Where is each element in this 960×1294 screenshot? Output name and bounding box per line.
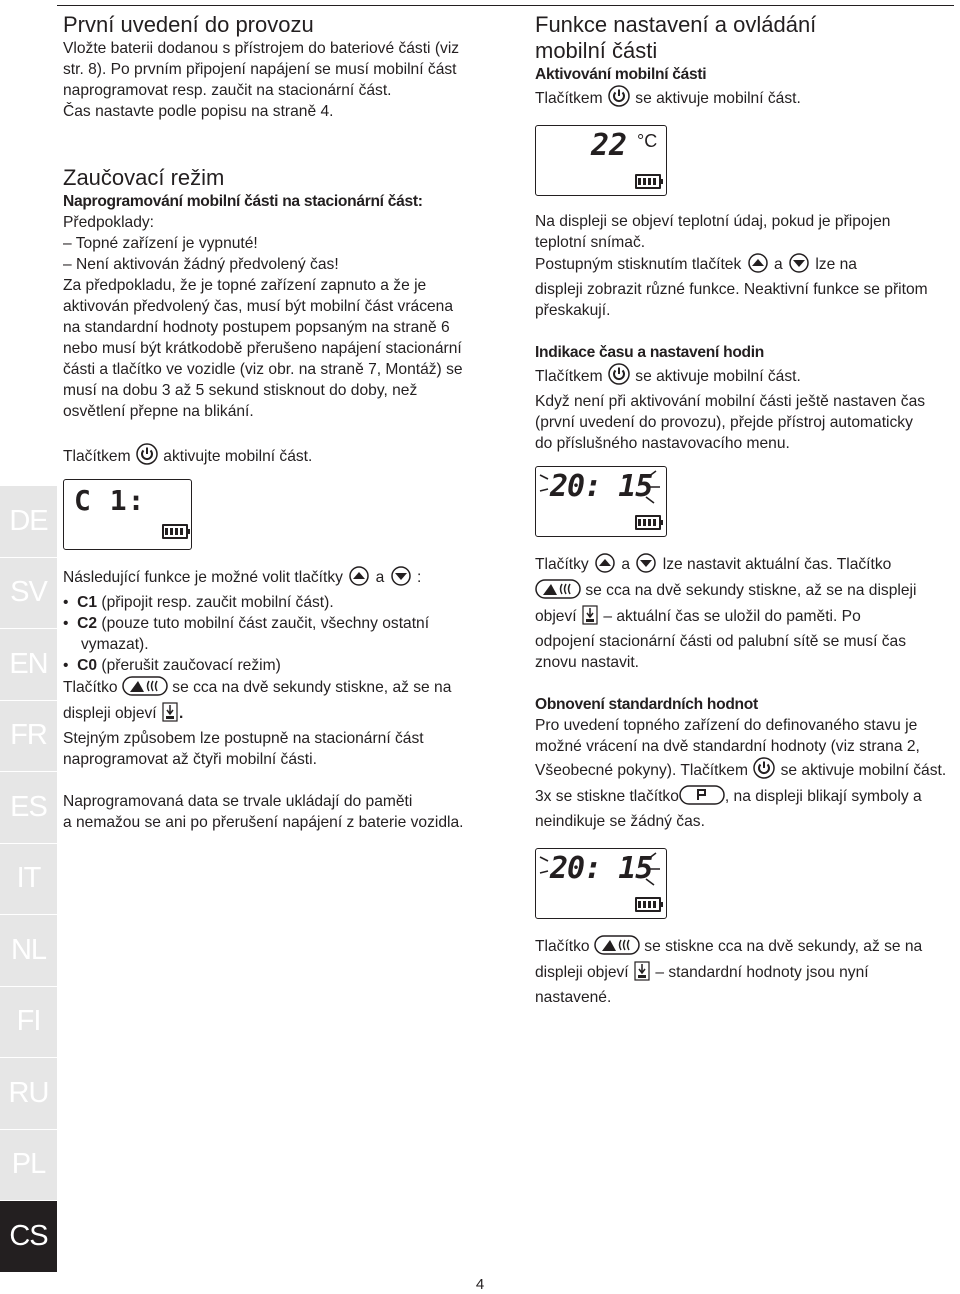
set-time-line: [535, 553, 960, 579]
text-line: neindikuje se žádný čas.: [535, 813, 705, 830]
text-span: Postupným stisknutím tlačítek: [535, 256, 742, 273]
text-line: vymazat).: [81, 636, 149, 653]
bullet-c1: • C1 (připojit resp. zaučit mobilní část).: [63, 594, 334, 611]
left-column: [63, 12, 503, 833]
up-arrow-button-icon: [746, 253, 770, 279]
text-span: lze nastavit aktuální čas. Tlačítko: [662, 556, 892, 573]
buttons-line: [535, 253, 960, 279]
text-line: – Topné zařízení je vypnuté!: [63, 235, 258, 252]
appears-line: [535, 605, 960, 631]
general-notes-line: [535, 757, 960, 785]
page-number: 4: [475, 1276, 485, 1293]
text-span: objeví: [535, 608, 577, 625]
text-line: nastavené.: [535, 989, 612, 1006]
up-arrow-button-icon: [593, 553, 617, 579]
memory-symbol-icon: [633, 961, 651, 987]
power-button-icon: [135, 443, 159, 471]
title-line: mobilní části: [535, 38, 658, 63]
bullet-c0: • C0 (přerušit zaučovací režim): [63, 657, 281, 674]
down-arrow-button-icon: [389, 566, 413, 592]
fan-heat-button-icon: [594, 935, 640, 961]
language-tab-fr[interactable]: FR: [0, 701, 57, 773]
lcd-temperature: 22: [591, 128, 628, 163]
text-line: části a tlačítko ve vozidle (viz obr. na straně 7, Montáž) se: [63, 361, 463, 378]
section-title-functions: [535, 12, 960, 64]
language-tab-nl[interactable]: NL: [0, 915, 57, 987]
fan-heat-button-icon: [122, 676, 168, 702]
memory-symbol-icon: [581, 605, 599, 631]
lcd-display-time: [535, 466, 667, 537]
battery-icon: [635, 897, 661, 912]
text-line: naprogramovat až čtyři mobilní části.: [63, 751, 317, 768]
section-title-first-start: První uvedení do provozu: [63, 12, 314, 37]
functions-line: [63, 566, 503, 592]
first-start-text: [63, 38, 503, 122]
fan-heat-button-icon: [535, 579, 581, 605]
text-span: displeji objeví: [535, 964, 629, 981]
text-line: – Není aktivován žádný předvolený čas!: [63, 256, 339, 273]
text-span: Tlačítko: [63, 679, 118, 696]
text-span: Tlačítky: [535, 556, 589, 573]
language-tab-fi[interactable]: FI: [0, 987, 57, 1059]
activate-line: [63, 443, 503, 471]
memory-symbol-icon: [161, 702, 179, 728]
text-span: se aktivuje mobilní část.: [780, 762, 947, 779]
text-span: , na displeji blikají symboly a: [724, 788, 922, 805]
text-line: do příslušného nastavovacího menu.: [535, 435, 790, 452]
lcd-unit: °C: [637, 131, 658, 151]
power-button-icon: [607, 363, 631, 391]
language-tab-cs[interactable]: CS: [0, 1201, 57, 1273]
lcd-display-time-2: [535, 848, 667, 919]
text-span: a: [375, 569, 385, 586]
text-span: Tlačítkem: [535, 368, 603, 385]
lcd-time: 20: 15: [550, 469, 653, 504]
text-span: Tlačítko: [535, 938, 590, 955]
reset-appears-line: [535, 961, 960, 987]
battery-icon: [162, 524, 188, 539]
button-line: [63, 676, 503, 702]
text-line: znovu nastavit.: [535, 654, 640, 671]
bullet-c2: • C2 (pouze tuto mobilní část zaučit, všechny ostatní: [63, 615, 430, 632]
code-label: C1: [77, 594, 98, 611]
text-span: se aktivuje mobilní část.: [635, 90, 801, 107]
text-span: Všeobecné pokyny). Tlačítkem: [535, 762, 748, 779]
text-line: osvětlení přepne na blikání.: [63, 403, 254, 420]
battery-icon: [635, 174, 661, 189]
text-line: přeskakují.: [535, 302, 611, 319]
text-span: (připojit resp. zaučit mobilní část).: [101, 594, 334, 611]
lcd-display-temperature: [535, 125, 667, 196]
text-span: (pouze tuto mobilní část zaučit, všechny ostatní: [101, 615, 430, 632]
language-tab-sv[interactable]: SV: [0, 558, 57, 630]
text-line: str. 8). Po prvním připojení napájení se musí mobilní část: [63, 61, 457, 78]
text-line: Za předpokladu, že je topné zařízení zapnuto a že je: [63, 277, 427, 294]
text-line: odpojení stacionární části od palubní sítě se musí čas: [535, 633, 906, 650]
text-span: Tlačítkem: [63, 448, 131, 465]
down-arrow-button-icon: [787, 253, 811, 279]
subheading-activation: Aktivování mobilní části: [535, 66, 707, 83]
right-column: [535, 12, 960, 1008]
power-button-icon: [752, 757, 776, 785]
language-tab-pl[interactable]: PL: [0, 1130, 57, 1202]
activation-line-2: [535, 363, 960, 391]
text-line: (první uvedení do provozu), přejde přístroj automaticky: [535, 414, 913, 431]
text-line: displeji zobrazit různé funkce. Neaktivní funkce se přitom: [535, 281, 928, 298]
power-button-icon: [607, 85, 631, 113]
text-line: nebo musí být krátkodobě přerušeno napájení stacionární: [63, 340, 462, 357]
code-label: C0: [77, 657, 98, 674]
text-span: – aktuální čas se uložil do paměti. Po: [603, 608, 861, 625]
text-line: musí na dobu 3 až 5 sekund stisknout do doby, než: [63, 382, 418, 399]
down-arrow-button-icon: [634, 553, 658, 579]
subheading-defaults: Obnovení standardních hodnot: [535, 696, 758, 713]
text-line: Čas nastavte podle popisu na straně 4.: [63, 103, 334, 120]
text-span: .: [178, 705, 184, 722]
text-span: 3x se stiskne tlačítko: [535, 788, 679, 805]
activation-line: [535, 85, 960, 113]
text-line: Naprogramovaná data se trvale ukládají do paměti: [63, 793, 413, 810]
text-span: se cca na dvě sekundy stiskne, až se na displeji: [585, 582, 917, 599]
text-line: teplotní snímač.: [535, 234, 646, 251]
text-span: aktivujte mobilní část.: [163, 448, 313, 465]
preset-p-button-icon: [679, 785, 725, 811]
language-tab-it[interactable]: IT: [0, 844, 57, 916]
text-span: a: [773, 256, 783, 273]
text-span: lze na: [815, 256, 857, 273]
language-tab-es[interactable]: ES: [0, 772, 57, 844]
text-line: Na displeji se objeví teplotní údaj, pokud je připojen: [535, 213, 891, 230]
battery-icon: [635, 515, 661, 530]
press-line: [535, 579, 960, 605]
lcd-code: C 1:: [74, 484, 146, 517]
learning-mode-text: [63, 212, 503, 422]
language-tab-de[interactable]: DE: [0, 486, 57, 558]
section-title-learning-mode: Zaučovací režim: [63, 165, 225, 190]
text-line: Předpoklady:: [63, 214, 155, 231]
text-line: možné vrácení na dvě standardní hodnoty (viz strana 2,: [535, 738, 920, 755]
press-3x-line: [535, 785, 960, 811]
text-span: a: [621, 556, 631, 573]
text-line: Vložte baterii dodanou s přístrojem do bateriové části (viz: [63, 40, 460, 57]
text-span: Tlačítkem: [535, 90, 603, 107]
language-tab-en[interactable]: EN: [0, 629, 57, 701]
language-tab-ru[interactable]: RU: [0, 1058, 57, 1130]
text-span: se stiskne cca na dvě sekundy, až se na: [644, 938, 923, 955]
text-span: se aktivuje mobilní část.: [635, 368, 801, 385]
text-line: na standardní hodnoty postupem popsaným na straně 6: [63, 319, 450, 336]
text-span: displeji objeví: [63, 705, 157, 722]
subheading-time: Indikace času a nastavení hodin: [535, 344, 765, 361]
text-line: Když není při aktivování mobilní části ještě nastaven čas: [535, 393, 926, 410]
language-sidebar: [0, 486, 57, 1273]
display-shows-line: [63, 702, 503, 728]
text-span: (přerušit zaučovací režim): [101, 657, 281, 674]
top-rule: [57, 5, 954, 6]
text-line: naprogramovat resp. zaučit na stacionární část.: [63, 82, 392, 99]
text-span: se cca na dvě sekundy stiskne, až se na: [172, 679, 452, 696]
subheading-programming: Naprogramování mobilní části na stacionární část:: [63, 193, 423, 210]
text-span: – standardní hodnoty jsou nyní: [655, 964, 869, 981]
code-label: C2: [77, 615, 98, 632]
text-span: Následující funkce je možné volit tlačítky: [63, 569, 343, 586]
text-span: :: [417, 569, 422, 586]
text-line: aktivován předvolený čas, musí být mobilní část vrácena: [63, 298, 454, 315]
text-line: a nemažou se ani po přerušení napájení z baterie vozidla.: [63, 814, 464, 831]
reset-press-line: [535, 935, 960, 961]
text-line: Pro uvedení topného zařízení do definovaného stavu je: [535, 717, 918, 734]
lcd-display-learning: [63, 479, 192, 550]
up-arrow-button-icon: [347, 566, 371, 592]
lcd-time: 20: 15: [550, 851, 653, 886]
title-line: Funkce nastavení a ovládání: [535, 12, 817, 37]
text-line: Stejným způsobem lze postupně na stacionární část: [63, 730, 424, 747]
